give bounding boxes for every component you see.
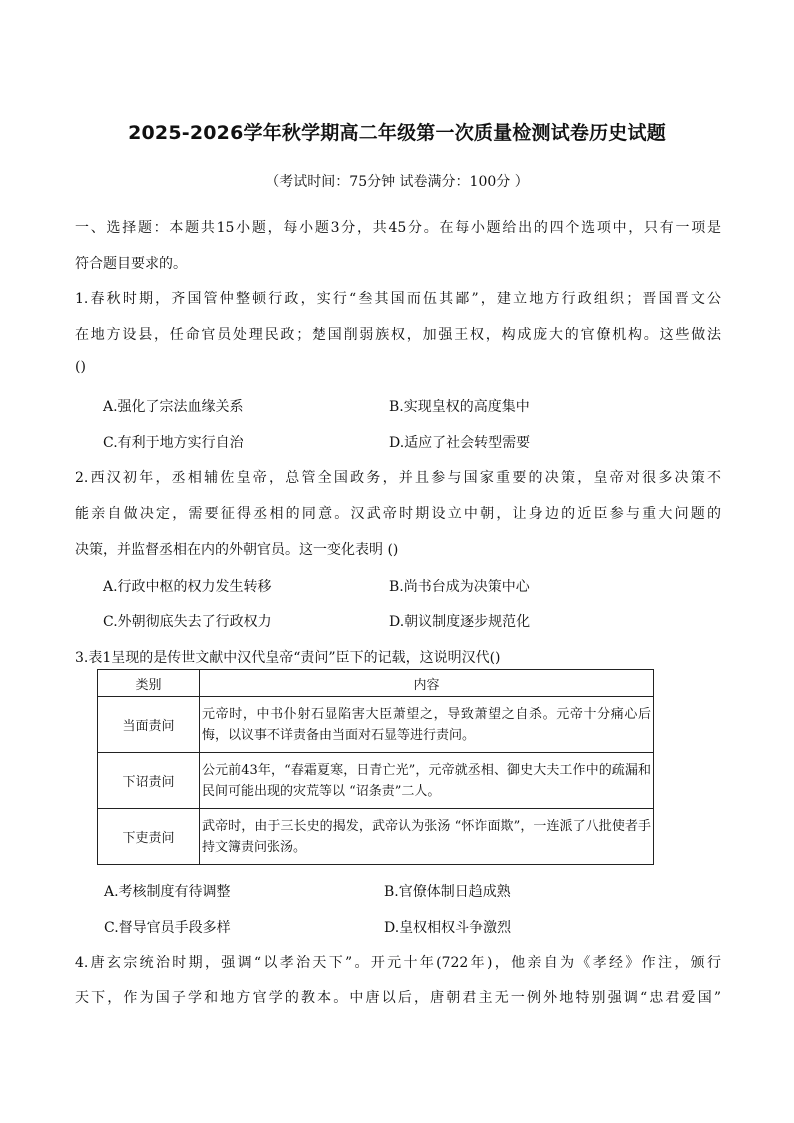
exam-title: 2025-2026学年秋学期高二年级第一次质量检测试卷历史试题 — [128, 122, 666, 144]
q1-option-b: B.实现皇权的高度集中 — [389, 399, 530, 415]
q3-stem-line-1: 3.表1呈现的是传世文献中汉代皇帝“责问”臣下的记载，这说明汉代() — [75, 650, 501, 666]
table-cell-type: 下诏责问 — [98, 753, 200, 809]
q2-option-c: C.外朝彻底失去了行政权力 — [103, 614, 272, 630]
table-row — [98, 809, 654, 865]
table-header-type: 类别 — [98, 670, 200, 697]
table-cell-type: 下吏责问 — [98, 809, 200, 865]
q1-option-a: A.强化了宗法血缘关系 — [103, 399, 244, 415]
table-row — [98, 753, 654, 809]
table-row — [98, 697, 654, 753]
q4-stem-line-1: 4.唐玄宗统治时期，强调“以孝治天下”。开元十年(722年)，他亲自为《孝经》作注，颁行 — [75, 955, 721, 971]
exam-subtitle: （考试时间：75分钟 试卷满分：100分 ） — [265, 174, 529, 190]
q4-stem-line-2: 天下，作为国子学和地方官学的教本。中唐以后，唐朝君主无一例外地特别强调“忠君爱国” — [75, 990, 721, 1006]
section-instructions-line-1: 一、选择题：本题共15小题，每小题3分，共45分。在每小题给出的四个选项中，只有一项是 — [75, 220, 721, 236]
q2-option-d: D.朝议制度逐步规范化 — [389, 614, 531, 630]
q3-table — [97, 669, 654, 865]
q2-stem-line-1: 2.西汉初年，丞相辅佐皇帝，总管全国政务，并且参与国家重要的决策，皇帝对很多决策不 — [75, 470, 721, 486]
q2-stem-line-3: 决策，并监督丞相在内的外朝官员。这一变化表明 () — [75, 542, 399, 558]
table-cell-content: 元帝时，中书仆射石显陷害大臣萧望之，导致萧望之自杀。元帝十分痛心后悔，以议事不详责备由当面对石显等进行责问。 — [200, 697, 654, 753]
q2-option-b: B.尚书台成为决策中心 — [389, 579, 530, 595]
q1-stem-line-3: () — [75, 359, 86, 375]
table-cell-content: 武帝时，由于三长史的揭发，武帝认为张汤 “怀诈面欺”，一连派了八批使者手持文簿责问张汤。 — [200, 809, 654, 865]
q1-option-d: D.适应了社会转型需要 — [389, 435, 531, 451]
q1-stem-line-1: 1.春秋时期，齐国管仲整顿行政，实行“叁其国而伍其鄙”，建立地方行政组织；晋国晋文公 — [75, 291, 721, 307]
q1-stem-line-2: 在地方设县，任命官员处理民政；楚国削弱族权，加强王权，构成庞大的官僚机构。这些做法 — [75, 327, 721, 343]
table-cell-content: 公元前43年，“春霜夏寒，日青亡光”，元帝就丞相、御史大夫工作中的疏漏和民间可能出现的灾荒等以 “诏条责”二人。 — [200, 753, 654, 809]
table-header-row — [98, 670, 654, 697]
q2-stem-line-2: 能亲自做决定，需要征得丞相的同意。汉武帝时期设立中朝，让身边的近臣参与重大问题的 — [75, 506, 721, 522]
q3-option-c: C.督导官员手段多样 — [104, 920, 231, 936]
q3-option-b: B.官僚体制日趋成熟 — [384, 884, 511, 900]
q2-option-a: A.行政中枢的权力发生转移 — [103, 579, 272, 595]
q3-option-a: A.考核制度有待调整 — [104, 884, 231, 900]
section-instructions-line-2: 符合题目要求的。 — [75, 256, 187, 272]
table-cell-type: 当面责问 — [98, 697, 200, 753]
q1-option-c: C.有利于地方实行自治 — [103, 435, 244, 451]
q3-option-d: D.皇权相权斗争激烈 — [384, 920, 512, 936]
table-header-content: 内容 — [200, 670, 654, 697]
